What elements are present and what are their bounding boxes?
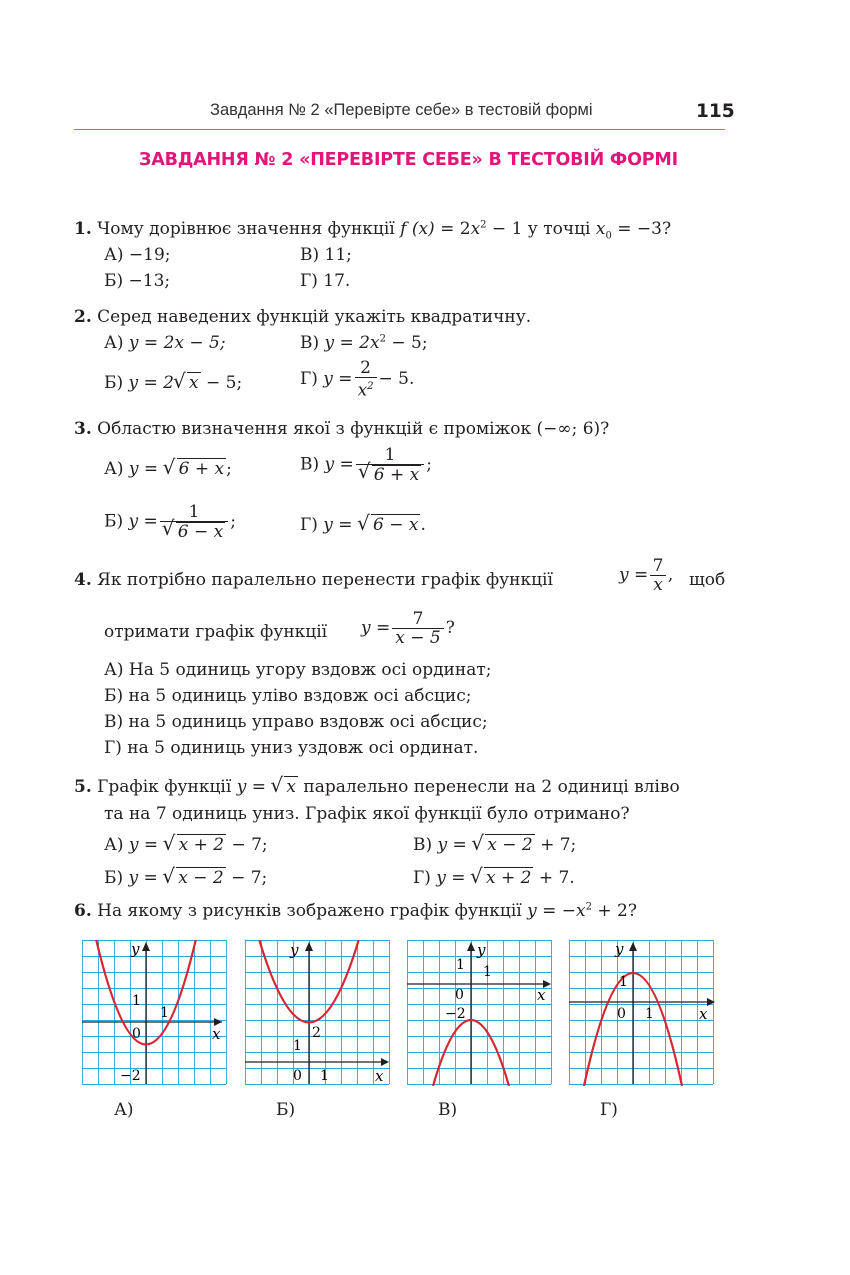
radical: [164, 834, 226, 855]
answer-label: В): [300, 333, 320, 353]
formula: − 7;: [226, 835, 268, 855]
answer-b: Б) −13;: [104, 271, 171, 291]
tick-label-y-one: 1: [456, 957, 465, 973]
denominator: [160, 521, 228, 541]
denominator: [356, 464, 424, 484]
graph-caption-g: Г): [600, 1100, 618, 1120]
answer-a: А) На 5 одиниць угору вздовж осі ординат;: [104, 660, 492, 680]
answer-a: [104, 458, 232, 479]
formula: 2: [585, 901, 592, 913]
axes: [245, 944, 387, 1084]
section-title: ЗАВДАННЯ № 2 «ПЕРЕВІРТЕ СЕБЕ» В ТЕСТОВІЙ ФОРМІ: [139, 150, 678, 170]
question-4: [74, 570, 553, 590]
question-number: 1.: [74, 219, 92, 239]
denominator: x − 5: [392, 628, 443, 647]
origin-label: 0: [455, 987, 464, 1003]
question-3: [74, 419, 609, 439]
question-text: щоб: [689, 570, 726, 590]
graph-g: [569, 940, 717, 1086]
answer-b: [104, 503, 236, 541]
grid: [569, 940, 714, 1085]
radicand: x: [286, 777, 296, 797]
formula: + 7.: [533, 868, 575, 888]
running-header: Завдання № 2 «Перевірте себе» в тестовій формі: [210, 101, 593, 119]
formula: 2: [379, 333, 386, 345]
axis-label-x: x: [212, 1025, 221, 1043]
question-1: [74, 219, 671, 241]
tick-label-minus-two: −2: [445, 1006, 466, 1022]
tick-label-minus-two: −2: [120, 1068, 141, 1084]
grid: [82, 940, 227, 1085]
answer-label: А): [104, 333, 124, 353]
answer-v: В) на 5 одиниць управо вздовж осі абсцис;: [104, 712, 488, 732]
radical: [471, 867, 533, 888]
formula: = −3?: [611, 219, 672, 239]
answer-a: А) −19;: [104, 245, 171, 265]
tick-label-x-one: 1: [645, 1006, 654, 1022]
question-text: Графік функції: [97, 777, 232, 797]
formula: ?: [445, 618, 455, 638]
formula: y =: [128, 511, 158, 532]
formula: y = 2: [128, 373, 175, 393]
formula: x: [595, 219, 606, 239]
answer-b: [104, 867, 267, 888]
radical: [359, 465, 421, 484]
numerator: 7: [412, 609, 424, 629]
radical: [271, 776, 298, 797]
axis-arrows: [142, 942, 222, 1026]
formula: 2: [480, 219, 487, 231]
answer-label: В): [300, 454, 320, 475]
radical: [163, 522, 225, 541]
origin-label: 0: [617, 1006, 626, 1022]
question-5: [74, 776, 680, 797]
formula: = 2: [434, 219, 471, 239]
answer-v: [300, 333, 428, 353]
axis-label-y: y: [477, 941, 486, 959]
tick-label-x-one: 1: [320, 1068, 329, 1084]
graph-v: [407, 940, 555, 1086]
graph-caption-b: Б): [276, 1100, 296, 1120]
answer-v: [413, 834, 576, 855]
formula: 0: [605, 230, 612, 242]
graph-caption-a: А): [114, 1100, 134, 1120]
question-text: На якому з рисунків зображено графік функції: [97, 901, 528, 921]
graph-b: [245, 940, 393, 1086]
formula: y =: [436, 868, 466, 888]
formula: ;: [226, 459, 232, 479]
question-number: 5.: [74, 777, 92, 797]
fraction: [392, 610, 443, 647]
radical: [174, 372, 201, 393]
tick-label-x-one: 1: [483, 964, 492, 980]
answer-label: Г): [300, 368, 318, 389]
formula: y =: [128, 835, 159, 855]
question-6: [74, 901, 637, 921]
answer-g: [413, 867, 575, 888]
axis-label-y: y: [615, 940, 624, 958]
formula: y =: [236, 777, 266, 797]
formula: 2: [367, 381, 374, 392]
formula: − 5.: [378, 368, 415, 389]
formula: y = −x: [527, 901, 586, 921]
radicand: 6 + x: [178, 459, 225, 479]
answer-g: [300, 359, 414, 400]
tick-label-y-one: 1: [293, 1038, 302, 1054]
numerator: 1: [188, 502, 200, 522]
question-text: − 1 у точці: [486, 219, 596, 239]
tick-label-y-one: 1: [619, 974, 628, 990]
fraction: [160, 503, 228, 541]
radical: [472, 834, 534, 855]
page-number: 115: [696, 101, 735, 122]
graph-a: [82, 940, 230, 1086]
formula: .: [420, 515, 426, 535]
question-text: Областю визначення якої з функцій є проміжок (−∞; 6)?: [97, 419, 610, 439]
question-text: отримати графік функції: [104, 622, 328, 642]
grid: [407, 940, 552, 1085]
fraction: [356, 446, 424, 484]
origin-label: 0: [132, 1026, 141, 1042]
formula-q4-2: [361, 610, 455, 647]
formula: x: [470, 219, 481, 239]
answer-b: [104, 372, 242, 393]
question-number: 3.: [74, 419, 92, 439]
answer-v: [300, 446, 432, 484]
graph-caption-v: В): [438, 1100, 458, 1120]
question-text: паралельно перенесли на 2 одиниці вліво: [303, 777, 680, 797]
answer-g: Г) 17.: [300, 271, 351, 291]
axis-label-x: x: [699, 1005, 708, 1023]
formula: y =: [437, 835, 467, 855]
answer-v: В) 11;: [300, 245, 352, 265]
radical: [358, 514, 420, 535]
formula: y =: [323, 515, 353, 535]
formula-q4-1: [619, 557, 673, 594]
formula: − 5;: [385, 333, 428, 353]
tick-label-two: 2: [312, 1025, 321, 1041]
formula: y =: [324, 454, 354, 475]
answer-label: Г): [413, 868, 431, 888]
numerator: 7: [652, 556, 664, 576]
radical: [164, 458, 226, 479]
answer-label: Г): [300, 515, 318, 535]
formula: ;: [230, 511, 236, 532]
question-number: 4.: [74, 570, 92, 590]
tick-label-x-one: 1: [160, 1005, 169, 1021]
question-2: [74, 307, 531, 327]
formula: y =: [619, 565, 649, 585]
radicand: 6 + x: [373, 465, 420, 485]
axis-arrows: [305, 942, 389, 1066]
formula: + 7;: [534, 835, 577, 855]
axis-arrows: [629, 942, 715, 1006]
radicand: 6 − x: [177, 522, 224, 542]
question-number: 2.: [74, 307, 92, 327]
answer-a: [104, 834, 268, 855]
answer-b: Б) на 5 одиниць уліво вздовж осі абсцис;: [104, 686, 472, 706]
formula: − 7;: [225, 868, 268, 888]
question-text: та на 7 одиниць униз. Графік якої функції було отримано?: [104, 804, 630, 824]
tick-label-y-one: 1: [132, 993, 141, 1009]
radicand: x: [189, 373, 199, 393]
radical: [163, 867, 225, 888]
formula: ,: [667, 565, 674, 585]
axis-label-x: x: [537, 986, 546, 1004]
axis-label-y: y: [290, 941, 299, 959]
formula: y =: [361, 618, 391, 638]
radicand: x + 2: [485, 868, 532, 888]
formula: ;: [426, 454, 432, 475]
formula: y =: [128, 868, 158, 888]
origin-label: 0: [293, 1068, 302, 1084]
answer-g: [300, 514, 426, 535]
answer-label: Б): [104, 373, 124, 393]
question-text: Як потрібно паралельно перенести графік функції: [97, 570, 553, 590]
numerator: 2: [360, 358, 371, 378]
answer-label: Б): [104, 511, 124, 532]
axis-label-y: y: [131, 940, 140, 958]
formula: x: [357, 380, 368, 401]
radicand: x − 2: [487, 835, 533, 855]
formula: − 5;: [200, 373, 243, 393]
formula: y =: [323, 368, 353, 389]
answer-label: В): [413, 835, 433, 855]
answer-label: Б): [104, 868, 124, 888]
axes: [407, 944, 549, 1084]
formula: y = 2x: [324, 333, 380, 353]
answer-a: [104, 333, 226, 353]
header-rule: [74, 129, 725, 130]
fraction: [355, 359, 377, 400]
question-number: 6.: [74, 901, 92, 921]
question-text: Серед наведених функцій укажіть квадратичну.: [97, 307, 532, 327]
denominator: x: [650, 575, 666, 594]
answer-g: Г) на 5 одиниць униз уздовж осі ординат.: [104, 738, 479, 758]
denominator: [355, 377, 377, 400]
answer-label: А): [104, 459, 124, 479]
radicand: x + 2: [178, 835, 225, 855]
formula: y = 2x − 5;: [128, 333, 226, 353]
axis-label-x: x: [375, 1067, 384, 1085]
formula: y =: [128, 459, 159, 479]
question-text: Чому дорівнює значення функції: [97, 219, 401, 239]
answer-label: А): [104, 835, 124, 855]
radicand: 6 − x: [372, 515, 419, 535]
numerator: 1: [384, 445, 396, 465]
radicand: x − 2: [178, 868, 224, 888]
fraction: [650, 557, 666, 594]
formula: + 2?: [592, 901, 637, 921]
formula: f (x): [400, 219, 435, 239]
